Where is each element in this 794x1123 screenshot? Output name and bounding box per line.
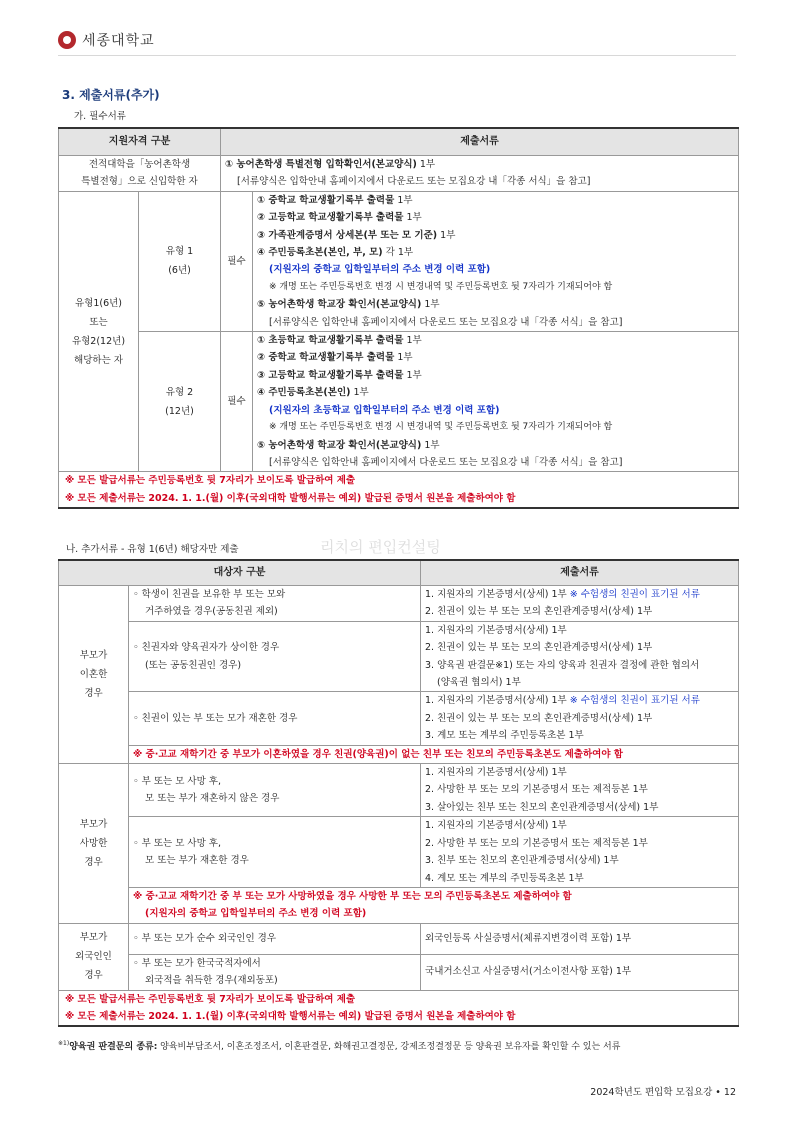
row1-doc-note: [서류양식은 입학안내 홈페이지에서 다운로드 또는 모집요강 내「각종 서식」을 참고] bbox=[237, 176, 591, 188]
row1-label bbox=[59, 156, 221, 192]
death-label bbox=[59, 764, 129, 924]
condition-line: ◦ 부 또는 모 사망 후, bbox=[133, 775, 221, 787]
logo-text: 세종대학교 bbox=[82, 33, 155, 49]
type1-doc: ④ 주민등록초본(본인, 부, 모) bbox=[257, 247, 383, 259]
table1-note: ※ 모든 발급서류는 주민등록번호 뒷 7자리가 보이도록 발급하여 제출 bbox=[65, 475, 356, 487]
footnote-mark: ※1) bbox=[58, 1040, 70, 1047]
divorce-docs bbox=[421, 586, 739, 622]
death-condition bbox=[129, 764, 421, 817]
foreign-label-line: 경우 bbox=[84, 970, 103, 982]
footnote-title: 양육권 판결문의 종류: bbox=[69, 1042, 158, 1052]
divorce-label-line: 이혼한 bbox=[79, 669, 108, 681]
group-label-line: 또는 bbox=[89, 316, 108, 328]
type1-form-note: [서류양식은 입학안내 홈페이지에서 다운로드 또는 모집요강 내「각종 서식」을 참고] bbox=[269, 316, 623, 328]
type2-doc5-qty: 1부 bbox=[421, 439, 440, 451]
doc-line: 2. 친권이 있는 부 또는 모의 혼인관계증명서(상세) 1부 bbox=[425, 642, 653, 654]
condition-line: ◦ 친권자와 양육권자가 상이한 경우 bbox=[133, 642, 280, 654]
subsection-a-title: 가. 필수서류 bbox=[74, 111, 126, 122]
type1-doc-qty: 1부 bbox=[403, 212, 422, 224]
group-label-line: 유형2(12년) bbox=[71, 335, 126, 347]
foreign-condition bbox=[129, 954, 421, 990]
table1-note: ※ 모든 제출서류는 2024. 1. 1.(월) 이후(국외대학 발행서류는 예외) 발급된 증명서 원본을 제출하여야 함 bbox=[65, 492, 516, 504]
doc-line: 4. 계모 또는 계부의 주민등록초본 1부 bbox=[425, 872, 584, 884]
foreign-label-line: 외국인인 bbox=[75, 951, 112, 963]
type1-doc: ② 고등학교 학교생활기록부 출력물 bbox=[257, 212, 404, 224]
doc-line: 국내거소신고 사실증명서(거소이전사항 포함) 1부 bbox=[425, 966, 632, 978]
table2-header-category: 대상자 구분 bbox=[59, 560, 421, 586]
type2-doc-qty: 1부 bbox=[403, 335, 422, 347]
table2-note: ※ 모든 발급서류는 주민등록번호 뒷 7자리가 보이도록 발급하여 제출 bbox=[65, 993, 356, 1005]
type1-doc: ③ 가족관계증명서 상세본(부 또는 모 기준) bbox=[257, 229, 438, 241]
type2-label bbox=[139, 332, 221, 472]
condition-line: 모 또는 부가 재혼한 경우 bbox=[145, 855, 249, 867]
type1-doc5-qty: 1부 bbox=[421, 299, 440, 311]
type2-doc: ④ 주민등록초본(본인) bbox=[257, 387, 351, 399]
type1-doc-qty: 1부 bbox=[437, 229, 456, 241]
type2-address-note: (지원자의 초등학교 입학일부터의 주소 변경 이력 포함) bbox=[269, 404, 500, 416]
header bbox=[58, 28, 155, 52]
university-logo-icon bbox=[58, 31, 76, 49]
foreign-label-line: 부모가 bbox=[79, 932, 108, 944]
type1-docs bbox=[253, 191, 739, 331]
type2-form-note: [서류양식은 입학안내 홈페이지에서 다운로드 또는 모집요강 내「각종 서식」을 참고] bbox=[269, 456, 623, 468]
divorce-label bbox=[59, 586, 129, 764]
doc-line: 1. 지원자의 기본증명서(상세) 1부 bbox=[425, 624, 567, 636]
row1-doc-title: ① 농어촌학생 특별전형 입학확인서(본교양식) bbox=[225, 159, 417, 170]
death-label-line: 사망한 bbox=[79, 837, 108, 849]
type1-doc-qty: 1부 bbox=[394, 194, 413, 206]
type2-doc: ② 중학교 학교생활기록부 출력물 bbox=[257, 352, 395, 364]
type1-label-line: (6년) bbox=[168, 265, 191, 277]
doc-line: 2. 사망한 부 또는 모의 기본증명서 또는 제적등본 1부 bbox=[425, 837, 648, 849]
type2-doc-qty: 1부 bbox=[394, 352, 413, 364]
doc-line: 3. 친부 또는 친모의 혼인관계증명서(상세) 1부 bbox=[425, 855, 619, 867]
doc-highlight: ※ 수험생의 친권이 표기된 서류 bbox=[569, 695, 700, 707]
doc-line: 외국인등록 사실증명서(체류지변경이력 포함) 1부 bbox=[425, 933, 632, 945]
type1-address-note: (지원자의 중학교 입학일부터의 주소 변경 이력 포함) bbox=[269, 264, 491, 276]
divorce-note-text: ※ 중·고교 재학기간 중 부모가 이혼하였을 경우 친권(양육권)이 없는 친부 또는 친모의 주민등록초본도 제출하여야 함 bbox=[133, 748, 623, 760]
required-documents-table bbox=[58, 127, 739, 509]
type1-required: 필수 bbox=[221, 191, 253, 331]
condition-line: 거주하였을 경우(공동친권 제외) bbox=[145, 606, 278, 618]
doc-line: 1. 지원자의 기본증명서(상세) 1부 bbox=[425, 695, 570, 707]
type1-label bbox=[139, 191, 221, 331]
table2-notes bbox=[59, 990, 739, 1026]
row1-doc-qty: 1부 bbox=[416, 159, 436, 170]
condition-line: 모 또는 부가 재혼하지 않은 경우 bbox=[145, 793, 280, 805]
doc-line: 2. 사망한 부 또는 모의 기본증명서 또는 제적등본 1부 bbox=[425, 784, 648, 796]
divorce-label-line: 부모가 bbox=[79, 650, 108, 662]
death-label-line: 부모가 bbox=[79, 818, 108, 830]
doc-line: 1. 지원자의 기본증명서(상세) 1부 bbox=[425, 589, 570, 600]
type2-doc: ③ 고등학교 학교생활기록부 출력물 bbox=[257, 369, 404, 381]
watermark-text: 리치의 편입컨설팅 bbox=[320, 538, 441, 556]
type2-doc-qty: 1부 bbox=[350, 387, 369, 399]
doc-line: 3. 계모 또는 계부의 주민등록초본 1부 bbox=[425, 730, 584, 742]
type2-doc-qty: 1부 bbox=[403, 369, 422, 381]
type2-label-line: (12년) bbox=[165, 405, 194, 417]
type2-label-line: 유형 2 bbox=[165, 386, 194, 398]
section-title: 3. 제출서류(추가) bbox=[62, 88, 160, 102]
row1-docs bbox=[221, 156, 739, 192]
doc-line: 2. 친권이 있는 부 또는 모의 혼인관계증명서(상세) 1부 bbox=[425, 606, 653, 618]
condition-line: ◦ 부 또는 모가 한국국적자에서 bbox=[133, 957, 261, 969]
doc-highlight: ※ 수험생의 친권이 표기된 서류 bbox=[569, 589, 700, 600]
divorce-docs bbox=[421, 692, 739, 745]
header-divider bbox=[58, 55, 736, 56]
type2-doc5: ⑤ 농어촌학생 학교장 확인서(본교양식) bbox=[257, 439, 422, 451]
condition-line: ◦ 학생이 친권을 보유한 부 또는 모와 bbox=[133, 589, 286, 600]
divorce-condition bbox=[129, 692, 421, 745]
table1-header-category: 지원자격 구분 bbox=[59, 128, 221, 156]
subsection-b-title: 나. 추가서류 - 유형 1(6년) 해당자만 제출 bbox=[66, 544, 239, 555]
foreign-label bbox=[59, 923, 129, 990]
doc-line: (양육권 협의서) 1부 bbox=[437, 677, 521, 689]
type1-doc: ① 중학교 학교생활기록부 출력물 bbox=[257, 194, 395, 206]
condition-line: ◦ 부 또는 모 사망 후, bbox=[133, 837, 221, 849]
type2-change-note: ※ 개명 또는 주민등록번호 변경 시 변경내역 및 주민등록번호 뒷 7자리가 기재되어야 함 bbox=[269, 422, 613, 433]
death-condition bbox=[129, 817, 421, 888]
divorce-docs bbox=[421, 621, 739, 692]
condition-line: (또는 공동친권인 경우) bbox=[145, 659, 242, 671]
foreign-docs bbox=[421, 954, 739, 990]
type1-doc5: ⑤ 농어촌학생 학교장 확인서(본교양식) bbox=[257, 299, 422, 311]
condition-line: ◦ 부 또는 모가 순수 외국인인 경우 bbox=[133, 933, 277, 945]
doc-line: 1. 지원자의 기본증명서(상세) 1부 bbox=[425, 767, 567, 779]
death-label-line: 경우 bbox=[84, 856, 103, 868]
death-note bbox=[129, 887, 739, 923]
type1-change-note: ※ 개명 또는 주민등록번호 변경 시 변경내역 및 주민등록번호 뒷 7자리가 기재되어야 함 bbox=[269, 281, 613, 292]
type2-required: 필수 bbox=[221, 332, 253, 472]
doc-line: 2. 친권이 있는 부 또는 모의 혼인관계증명서(상세) 1부 bbox=[425, 712, 653, 724]
type1-label-line: 유형 1 bbox=[165, 246, 194, 258]
doc-line: 3. 살아있는 친부 또는 친모의 혼인관계증명서(상세) 1부 bbox=[425, 801, 659, 813]
divorce-note bbox=[129, 745, 739, 763]
page-footer: 2024학년도 편입학 모집요강 • 12 bbox=[590, 1087, 736, 1098]
foreign-docs bbox=[421, 923, 739, 954]
death-note-text: (지원자의 중학교 입학일부터의 주소 변경 이력 포함) bbox=[145, 908, 367, 920]
death-docs bbox=[421, 817, 739, 888]
additional-documents-table bbox=[58, 559, 739, 1027]
divorce-condition bbox=[129, 586, 421, 622]
row1-label-line: 특별전형」으로 신입학한 자 bbox=[81, 176, 198, 188]
divorce-condition bbox=[129, 621, 421, 692]
group-label-line: 유형1(6년) bbox=[74, 297, 123, 309]
doc-line: 1. 지원자의 기본증명서(상세) 1부 bbox=[425, 820, 567, 832]
table2-header-documents: 제출서류 bbox=[421, 560, 739, 586]
type2-doc: ① 초등학교 학교생활기록부 출력물 bbox=[257, 335, 404, 347]
group-label bbox=[59, 191, 139, 472]
row1-label-line: 전적대학을「농어촌학생 bbox=[88, 159, 191, 170]
condition-line: 외국적을 취득한 경우(재외동포) bbox=[145, 975, 278, 987]
death-note-text: ※ 중·고교 재학기간 중 부 또는 모가 사망하였을 경우 사망한 부 또는 모의 주민등록초본도 제출하여야 함 bbox=[133, 890, 572, 902]
doc-line: 3. 양육권 판결문※1) 또는 자의 양육과 친권자 결정에 관한 협의서 bbox=[425, 659, 700, 671]
type1-doc-qty: 각 1부 bbox=[382, 247, 414, 259]
foreign-condition bbox=[129, 923, 421, 954]
footnote bbox=[58, 1039, 748, 1052]
death-docs bbox=[421, 764, 739, 817]
footnote-text: 양육비부담조서, 이혼조정조서, 이혼판결문, 화해권고결정문, 강제조정결정문 등 양육권 보유자를 확인할 수 있는 서류 bbox=[157, 1042, 621, 1052]
table1-header-documents: 제출서류 bbox=[221, 128, 739, 156]
group-label-line: 해당하는 자 bbox=[74, 354, 123, 366]
table2-note: ※ 모든 제출서류는 2024. 1. 1.(월) 이후(국외대학 발행서류는 예외) 발급된 증명서 원본을 제출하여야 함 bbox=[65, 1010, 516, 1022]
divorce-label-line: 경우 bbox=[84, 688, 103, 700]
table1-notes bbox=[59, 472, 739, 508]
type2-docs bbox=[253, 332, 739, 472]
condition-line: ◦ 친권이 있는 부 또는 모가 재혼한 경우 bbox=[133, 712, 298, 724]
